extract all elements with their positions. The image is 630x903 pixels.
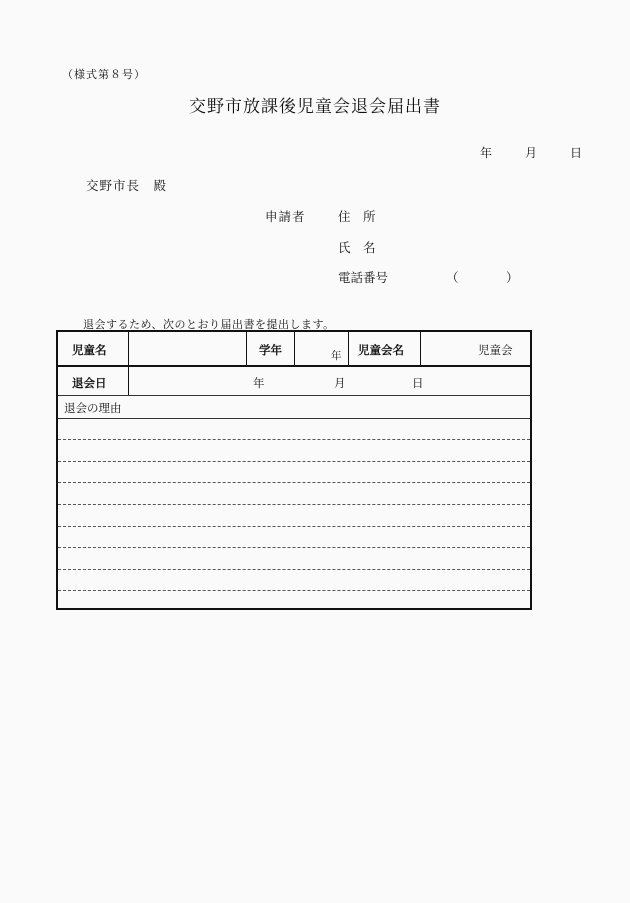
divider <box>128 367 129 395</box>
reason-writing-line <box>58 461 530 462</box>
withdraw-year-label: 年 <box>253 376 265 390</box>
address-label: 住 所 <box>338 209 376 224</box>
reason-label: 退会の理由 <box>64 401 122 415</box>
date-month-label: 月 <box>525 146 538 160</box>
reason-writing-line <box>58 590 530 591</box>
phone-close-paren: ） <box>506 270 519 285</box>
applicant-label: 申請者 <box>265 209 306 224</box>
date-day-label: 日 <box>570 146 583 160</box>
date-year-label: 年 <box>480 146 493 160</box>
withdraw-date-label: 退会日 <box>72 376 107 390</box>
withdraw-day-label: 日 <box>412 376 424 390</box>
reason-writing-line <box>58 547 530 548</box>
divider <box>128 332 129 365</box>
divider <box>246 332 247 365</box>
child-name-label: 児童名 <box>72 343 107 357</box>
divider <box>294 332 295 365</box>
form-number: （様式第８号） <box>62 68 146 81</box>
divider <box>420 332 421 365</box>
reason-writing-line <box>58 439 530 440</box>
addressee: 交野市長 殿 <box>86 178 168 193</box>
page-title: 交野市放課後児童会退会届出書 <box>189 97 441 117</box>
phone-label: 電話番号 <box>338 270 389 285</box>
club-name-label: 児童会名 <box>358 343 404 357</box>
phone-open-paren: （ <box>446 270 459 285</box>
club-suffix: 児童会 <box>478 343 513 357</box>
grade-suffix: 年 <box>331 350 342 362</box>
reason-writing-line <box>58 482 530 483</box>
withdraw-month-label: 月 <box>334 376 346 390</box>
row-separator <box>58 395 530 396</box>
name-label: 氏 名 <box>338 240 376 255</box>
grade-label: 学年 <box>259 343 282 357</box>
reason-writing-line <box>58 569 530 570</box>
intro-text: 退会するため、次のとおり届出書を提出します。 <box>83 318 335 331</box>
reason-header-line <box>58 418 530 419</box>
withdrawal-form-table <box>56 330 532 610</box>
reason-writing-line <box>58 526 530 527</box>
divider <box>348 332 349 365</box>
reason-writing-line <box>58 504 530 505</box>
